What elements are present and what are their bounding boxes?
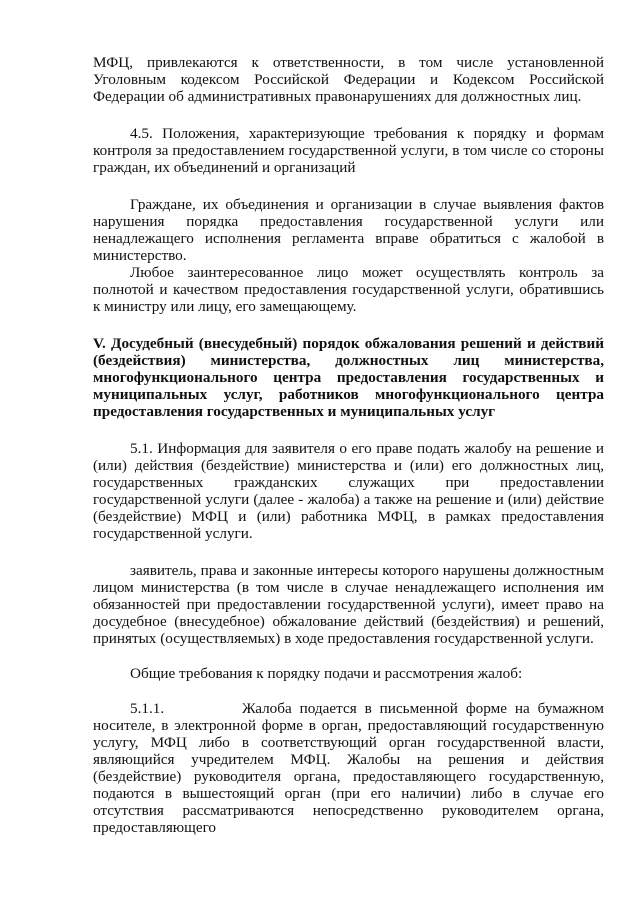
interested-paragraph: Любое заинтересованное лицо может осуществлять контроль за полнотой и качеством предоставления государственной услуги, обратившись к министру или лицу, его замещающему. <box>93 264 604 315</box>
citizens-paragraph: Граждане, их объединения и организации в случае выявления фактов нарушения порядка предоставления государственной услуги или ненадлежащего исполнения регламента вправе обратиться с жалобой в министерство. <box>93 196 604 264</box>
item-5-1-1-paragraph <box>93 700 604 836</box>
section-v-heading: V. Досудебный (внесудебный) порядок обжалования решений и действий (бездействия) министерства, должностных лиц министерства, многофункционального центра предоставления государственных и муниципальных услуг, работников многофункционального центра предоставления государственных и муниципальных услуг <box>93 335 604 420</box>
item-5-1-1-number: 5.1.1. <box>130 700 165 717</box>
general-requirements-line: Общие требования к порядку подачи и рассмотрения жалоб: <box>130 665 523 682</box>
item-5-1-1-text: Жалоба подается в письменной форме на бумажном носителе, в электронной форме в орган, предоставляющий государственную услугу, МФЦ либо в соответствующий орган государственной власти, являющийся учредителем МФЦ. Жалобы на решения и действия (бездействие) руководителя органа, предоставляющего государственную, подаются в вышестоящий орган (при его наличии) либо в случае его отсутствия рассматриваются непосредственно руководителем органа, предоставляющего <box>93 700 604 836</box>
section-4-5-heading: 4.5. Положения, характеризующие требования к порядку и формам контроля за предоставлением государственной услуги, в том числе со стороны граждан, их объединений и организаций <box>93 125 604 176</box>
document-page <box>93 54 604 836</box>
section-5-1-paragraph: 5.1. Информация для заявителя о его праве подать жалобу на решение и (или) действия (бездействие) министерства и (или) его должностных лиц, государственных гражданских служащих при предоставлении государственной услуги (далее - жалоба) а также на решение и (или) действие (бездействие) МФЦ и (или) работника МФЦ, в рамках предоставления государственной услуги. <box>93 440 604 542</box>
applicant-paragraph: заявитель, права и законные интересы которого нарушены должностным лицом министерства (в том числе в случае ненадлежащего исполнения им обязанностей при предоставлении государственной услуги), имеет право на досудебное (внесудебное) обжалование действий (бездействия) и решений, принятых (осуществляемых) в ходе предоставления государственной услуги. <box>93 562 604 647</box>
continuation-paragraph: МФЦ, привлекаются к ответственности, в том числе установленной Уголовным кодексом Российской Федерации и Кодексом Российской Федерации об административных правонарушениях для должностных лиц. <box>93 54 604 105</box>
